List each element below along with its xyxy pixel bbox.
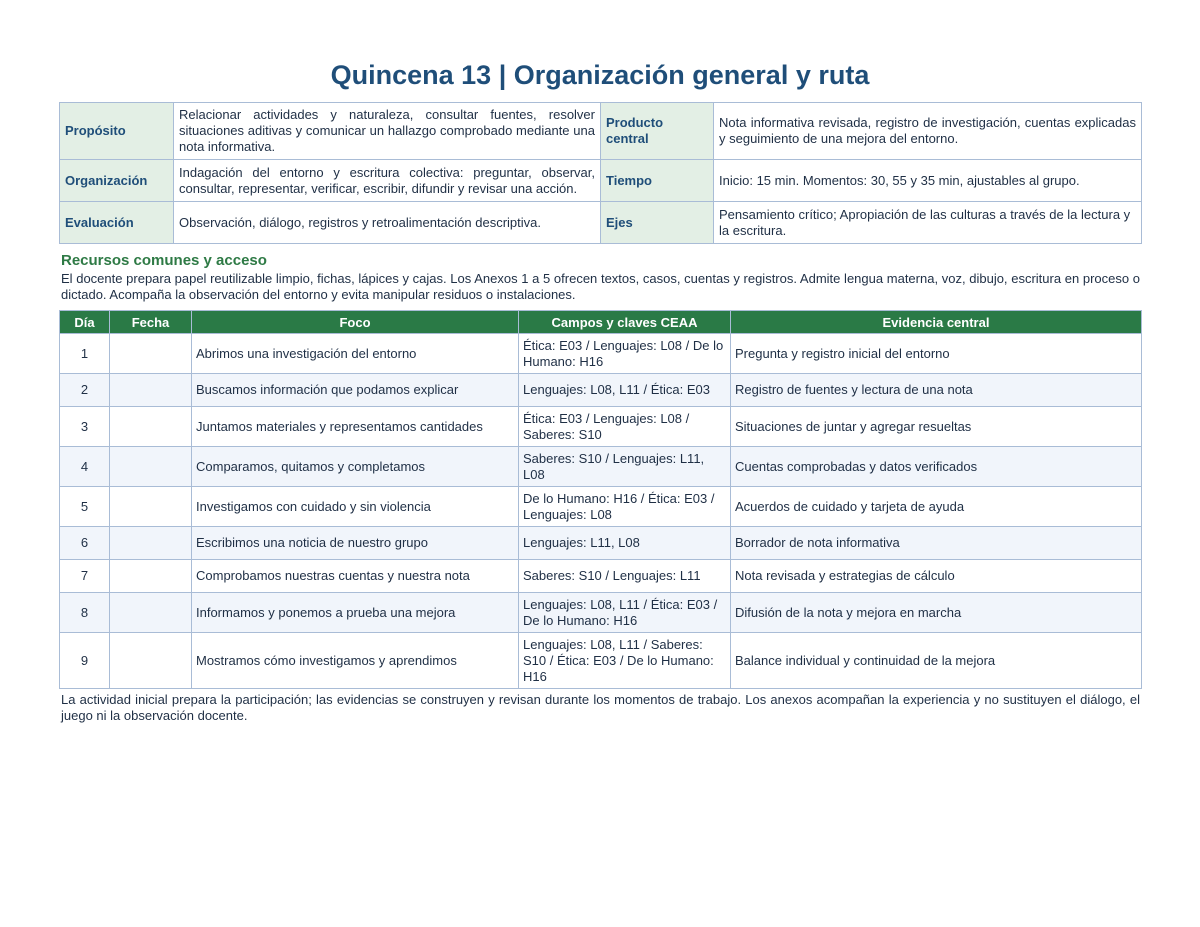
overview-table bbox=[59, 102, 1142, 244]
dia-cell: 8 bbox=[60, 593, 110, 633]
foco-cell: Mostramos cómo investigamos y aprendimos bbox=[192, 633, 519, 689]
overview-row-organizacion bbox=[60, 160, 1142, 202]
foco-cell: Buscamos información que podamos explicar bbox=[192, 374, 519, 407]
header-campos: Campos y claves CEAA bbox=[519, 311, 731, 334]
campos-cell: De lo Humano: H16 / Ética: E03 / Lenguajes: L08 bbox=[519, 487, 731, 527]
header-evidencia: Evidencia central bbox=[731, 311, 1142, 334]
table-row bbox=[60, 633, 1142, 689]
campos-cell: Ética: E03 / Lenguajes: L08 / Saberes: S10 bbox=[519, 407, 731, 447]
foco-cell: Escribimos una noticia de nuestro grupo bbox=[192, 527, 519, 560]
overview-row-proposito bbox=[60, 103, 1142, 160]
dia-cell: 5 bbox=[60, 487, 110, 527]
fecha-cell bbox=[110, 407, 192, 447]
resources-title: Recursos comunes y acceso bbox=[61, 252, 267, 269]
dia-cell: 1 bbox=[60, 334, 110, 374]
fecha-cell bbox=[110, 447, 192, 487]
organizacion-label: Organización bbox=[60, 160, 174, 202]
campos-cell: Saberes: S10 / Lenguajes: L11 bbox=[519, 560, 731, 593]
campos-cell: Lenguajes: L11, L08 bbox=[519, 527, 731, 560]
fecha-cell bbox=[110, 633, 192, 689]
evidencia-cell: Situaciones de juntar y agregar resueltas bbox=[731, 407, 1142, 447]
dia-cell: 7 bbox=[60, 560, 110, 593]
fecha-cell bbox=[110, 593, 192, 633]
fecha-cell bbox=[110, 487, 192, 527]
foco-cell: Informamos y ponemos a prueba una mejora bbox=[192, 593, 519, 633]
dia-cell: 2 bbox=[60, 374, 110, 407]
proposito-value: Relacionar actividades y naturaleza, consultar fuentes, resolver situaciones aditivas y comunicar un hallazgo comprobado mediante una nota informativa. bbox=[174, 103, 601, 160]
organizacion-value: Indagación del entorno y escritura colectiva: preguntar, observar, consultar, representar, verificar, escribir, difundir y revisar una acción. bbox=[174, 160, 601, 202]
campos-cell: Lenguajes: L08, L11 / Saberes: S10 / Ética: E03 / De lo Humano: H16 bbox=[519, 633, 731, 689]
table-row bbox=[60, 447, 1142, 487]
foco-cell: Comparamos, quitamos y completamos bbox=[192, 447, 519, 487]
evidencia-cell: Difusión de la nota y mejora en marcha bbox=[731, 593, 1142, 633]
campos-cell: Lenguajes: L08, L11 / Ética: E03 / De lo Humano: H16 bbox=[519, 593, 731, 633]
proposito-label: Propósito bbox=[60, 103, 174, 160]
page-title: Quincena 13 | Organización general y ruta bbox=[330, 60, 870, 90]
table-row bbox=[60, 374, 1142, 407]
table-row bbox=[60, 560, 1142, 593]
evidencia-cell: Cuentas comprobadas y datos verificados bbox=[731, 447, 1142, 487]
route-header-row bbox=[60, 311, 1142, 334]
foco-cell: Abrimos una investigación del entorno bbox=[192, 334, 519, 374]
evidencia-cell: Registro de fuentes y lectura de una nota bbox=[731, 374, 1142, 407]
tiempo-value: Inicio: 15 min. Momentos: 30, 55 y 35 min, ajustables al grupo. bbox=[714, 160, 1142, 202]
evidencia-cell: Acuerdos de cuidado y tarjeta de ayuda bbox=[731, 487, 1142, 527]
table-row bbox=[60, 527, 1142, 560]
dia-cell: 9 bbox=[60, 633, 110, 689]
dia-cell: 6 bbox=[60, 527, 110, 560]
producto-value: Nota informativa revisada, registro de investigación, cuentas explicadas y seguimiento de una mejora del entorno. bbox=[714, 103, 1142, 160]
fecha-cell bbox=[110, 334, 192, 374]
table-row bbox=[60, 593, 1142, 633]
resources-text: El docente prepara papel reutilizable limpio, fichas, lápices y cajas. Los Anexos 1 a 5 ofrecen textos, casos, cuentas y registros. Admite lengua materna, voz, dibujo, escritura en proceso o dictado. Acompaña la observación del entorno y evita manipular residuos o instalaciones. bbox=[61, 271, 1140, 302]
dia-cell: 3 bbox=[60, 407, 110, 447]
producto-label: Producto central bbox=[601, 103, 714, 160]
ejes-label: Ejes bbox=[601, 202, 714, 244]
route-table bbox=[59, 310, 1142, 689]
campos-cell: Lenguajes: L08, L11 / Ética: E03 bbox=[519, 374, 731, 407]
campos-cell: Ética: E03 / Lenguajes: L08 / De lo Humano: H16 bbox=[519, 334, 731, 374]
evidencia-cell: Borrador de nota informativa bbox=[731, 527, 1142, 560]
campos-cell: Saberes: S10 / Lenguajes: L11, L08 bbox=[519, 447, 731, 487]
table-row bbox=[60, 407, 1142, 447]
tiempo-label: Tiempo bbox=[601, 160, 714, 202]
fecha-cell bbox=[110, 560, 192, 593]
fecha-cell bbox=[110, 527, 192, 560]
evaluacion-label: Evaluación bbox=[60, 202, 174, 244]
foco-cell: Juntamos materiales y representamos cantidades bbox=[192, 407, 519, 447]
foco-cell: Investigamos con cuidado y sin violencia bbox=[192, 487, 519, 527]
evidencia-cell: Balance individual y continuidad de la mejora bbox=[731, 633, 1142, 689]
evidencia-cell: Nota revisada y estrategias de cálculo bbox=[731, 560, 1142, 593]
footer-note: La actividad inicial prepara la participación; las evidencias se construyen y revisan durante los momentos de trabajo. Los anexos acompañan la experiencia y no sustituyen el diálogo, el juego ni la observación docente. bbox=[61, 692, 1140, 723]
table-row bbox=[60, 487, 1142, 527]
ejes-value: Pensamiento crítico; Apropiación de las culturas a través de la lectura y la escritura. bbox=[714, 202, 1142, 244]
foco-cell: Comprobamos nuestras cuentas y nuestra nota bbox=[192, 560, 519, 593]
header-dia: Día bbox=[60, 311, 110, 334]
overview-row-evaluacion bbox=[60, 202, 1142, 244]
header-foco: Foco bbox=[192, 311, 519, 334]
evidencia-cell: Pregunta y registro inicial del entorno bbox=[731, 334, 1142, 374]
dia-cell: 4 bbox=[60, 447, 110, 487]
fecha-cell bbox=[110, 374, 192, 407]
header-fecha: Fecha bbox=[110, 311, 192, 334]
table-row bbox=[60, 334, 1142, 374]
evaluacion-value: Observación, diálogo, registros y retroalimentación descriptiva. bbox=[174, 202, 601, 244]
